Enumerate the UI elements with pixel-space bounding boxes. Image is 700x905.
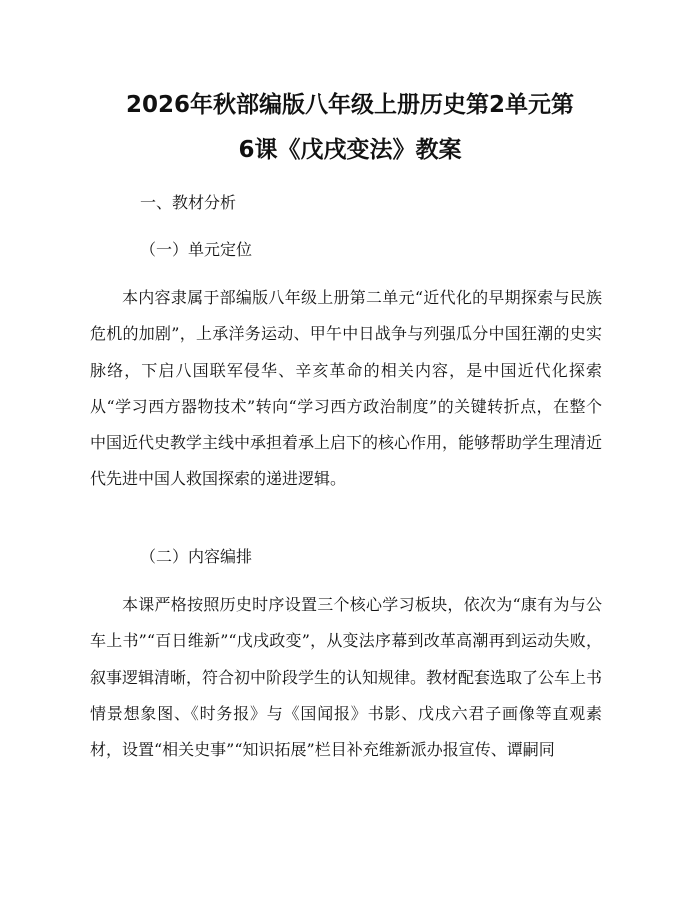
document-title-line-1: 2026年秋部编版八年级上册历史第2单元第 xyxy=(125,92,575,118)
paragraph-unit-positioning: 本内容隶属于部编版八年级上册第二单元“近代化的早期探索与民族危机的加剧”，上承洋务运动、甲午中日战争与列强瓜分中国狂潮的史实脉络，下启八国联军侵华、辛亥革命的相关内容，是中国近代化探索从“学习西方器物技术”转向“学习西方政治制度”的关键转折点，在整个中国近代史教学主线中承担着承上启下的核心作用，能够帮助学生理清近代先进中国人救国探索的递进逻辑。 xyxy=(90,288,603,489)
document-title-line-2: 6课《戊戌变法》教案 xyxy=(238,137,462,163)
subsection-heading-content-arrangement: （二）内容编排 xyxy=(140,547,253,566)
paragraph-content-arrangement: 本课严格按照历史时序设置三个核心学习板块，依次为“康有为与公车上书”“百日维新”“戊戌政变”，从变法序幕到改革高潮再到运动失败，叙事逻辑清晰，符合初中阶段学生的认知规律。教材配套选取了公车上书情景想象图、《时务报》与《国闻报》书影、戊戌六君子画像等直观素材，设置“相关史事”“知识拓展”栏目补充维新派办报宣传、谭嗣同 xyxy=(90,595,603,760)
subsection-heading-unit-positioning: （一）单元定位 xyxy=(140,240,253,259)
section-heading-textbook-analysis: 一、教材分析 xyxy=(140,193,237,212)
